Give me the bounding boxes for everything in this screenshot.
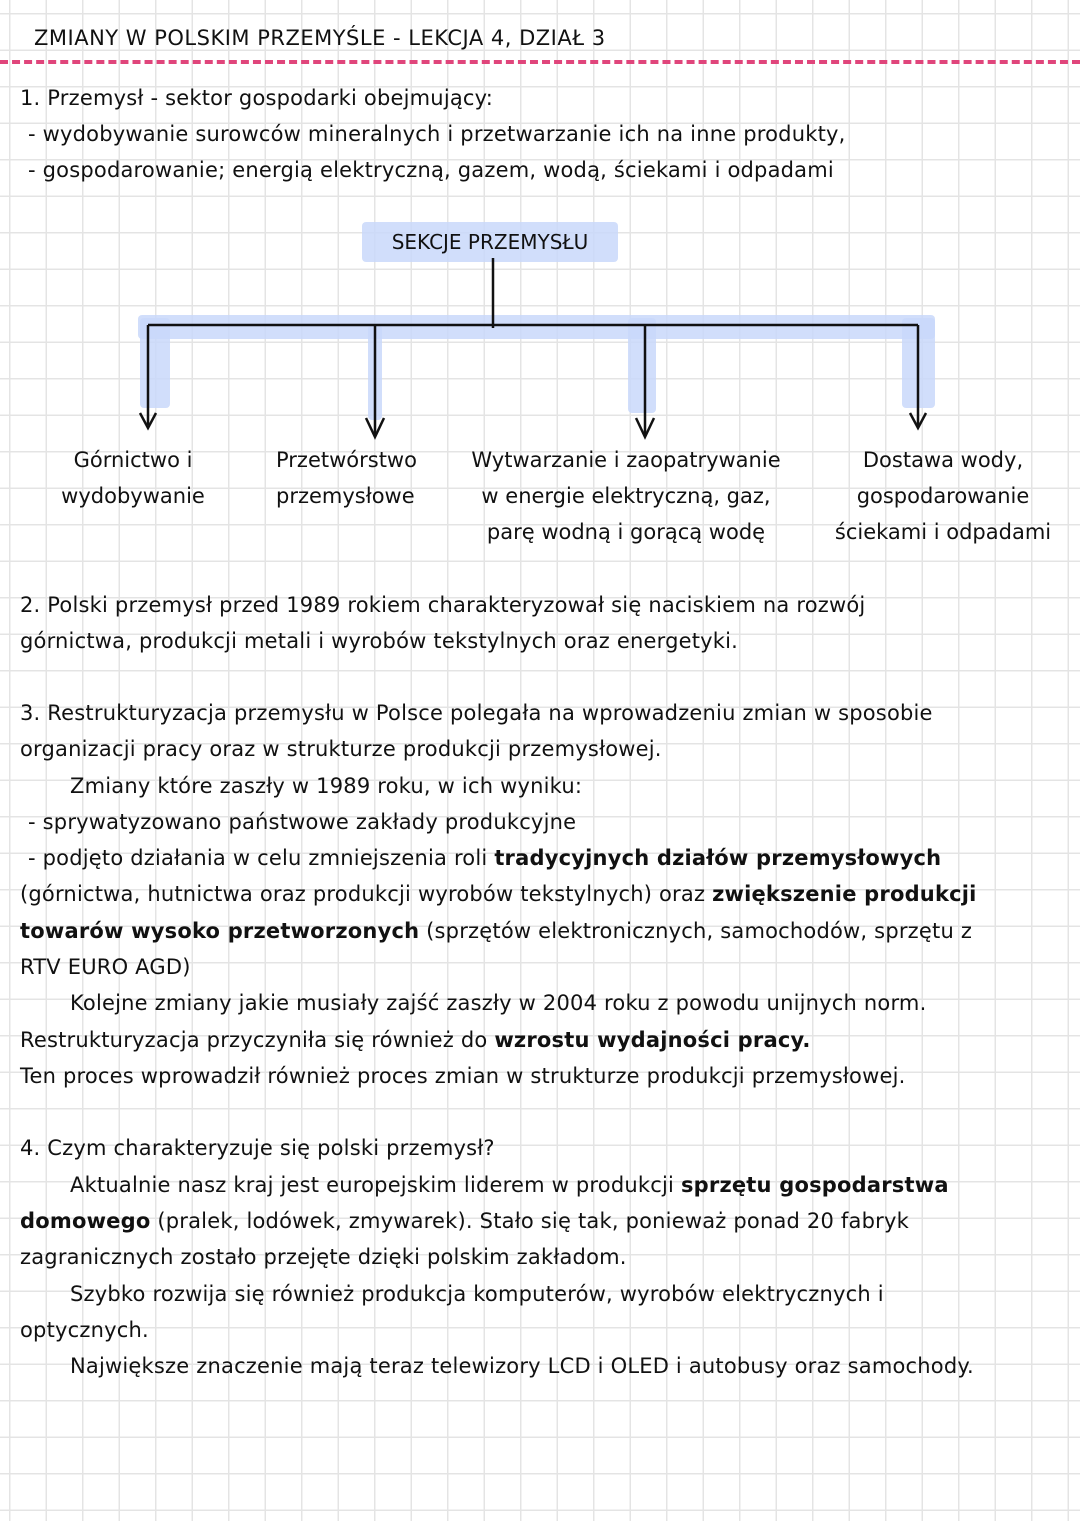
text-segment: Szybko rozwija się również produkcja komputerów, wyrobów elektrycznych i bbox=[70, 1282, 884, 1306]
label-line: gospodarowanie bbox=[856, 484, 1030, 508]
text-line bbox=[70, 1276, 884, 1312]
text-segment: RTV EURO AGD) bbox=[20, 955, 191, 979]
text-segment: Kolejne zmiany jakie musiały zajść zaszły w 2004 roku z powodu unijnych norm. bbox=[70, 991, 927, 1015]
text-line bbox=[20, 876, 977, 912]
text-segment: - gospodarowanie; energią elektryczną, gazem, wodą, ściekami i odpadami bbox=[28, 158, 834, 182]
bold-text: tradycyjnych działów przemysłowych bbox=[494, 846, 942, 870]
text-segment: - wydobywanie surowców mineralnych i przetwarzanie ich na inne produkty, bbox=[28, 122, 846, 146]
label-line: Wytwarzanie i zaopatrywanie bbox=[471, 448, 781, 472]
text-segment: Ten proces wprowadził również proces zmian w strukturze produkcji przemysłowej. bbox=[20, 1064, 906, 1088]
text-line bbox=[20, 731, 662, 767]
label-line: Przetwórstwo bbox=[276, 448, 417, 472]
text-line bbox=[20, 587, 865, 623]
text-line bbox=[20, 1203, 909, 1239]
bold-text: domowego bbox=[20, 1209, 151, 1233]
branch-label-processing bbox=[276, 442, 440, 514]
text-line bbox=[20, 80, 493, 116]
label-line: przemysłowe bbox=[276, 484, 415, 508]
label-line: Dostawa wody, bbox=[862, 448, 1024, 472]
label-line: ściekami i odpadami bbox=[834, 520, 1052, 544]
text-segment: organizacji pracy oraz w strukturze produkcji przemysłowej. bbox=[20, 737, 662, 761]
diagram-title: SEKCJE PRZEMYSŁU bbox=[391, 230, 589, 254]
text-segment: - sprywatyzowano państwowe zakłady produkcyjne bbox=[28, 810, 577, 834]
branch-label-water bbox=[814, 442, 1072, 550]
text-line bbox=[70, 1167, 949, 1203]
page-title: ZMIANY W POLSKIM PRZEMYŚLE - LEKCJA 4, DZIAŁ 3 bbox=[34, 26, 606, 50]
text-segment: - podjęto działania w celu zmniejszenia roli bbox=[28, 846, 495, 870]
text-segment: zagranicznych zostało przejęte dzięki polskim zakładom. bbox=[20, 1245, 627, 1269]
text-segment: Aktualnie nasz kraj jest europejskim liderem w produkcji bbox=[70, 1173, 681, 1197]
text-line bbox=[70, 985, 926, 1021]
text-line bbox=[20, 1130, 495, 1166]
text-line bbox=[20, 1022, 811, 1058]
text-segment: (pralek, lodówek, zmywarek). Stało się tak, ponieważ ponad 20 fabryk bbox=[150, 1209, 909, 1233]
text-line bbox=[20, 913, 972, 949]
arrow-down-icon bbox=[910, 325, 926, 428]
text-line bbox=[20, 1058, 905, 1094]
label-line: wydobywanie bbox=[61, 484, 205, 508]
text-line bbox=[20, 623, 738, 659]
branch-label-energy bbox=[446, 442, 806, 550]
text-segment: (sprzętów elektronicznych, samochodów, sprzętu z bbox=[419, 919, 973, 943]
text-segment: Restrukturyzacja przyczyniła się również do bbox=[20, 1028, 495, 1052]
bold-text: wzrostu wydajności pracy. bbox=[494, 1028, 811, 1052]
arrow-down-icon bbox=[366, 325, 384, 437]
text-segment: optycznych. bbox=[20, 1318, 149, 1342]
text-line bbox=[20, 949, 191, 985]
branch-label-mining bbox=[30, 442, 236, 514]
bold-text: towarów wysoko przetworzonych bbox=[20, 919, 420, 943]
text-line bbox=[28, 804, 576, 840]
text-line bbox=[20, 695, 933, 731]
text-line bbox=[28, 116, 846, 152]
text-segment: 1. Przemysł - sektor gospodarki obejmujący: bbox=[20, 86, 494, 110]
text-line bbox=[28, 840, 941, 876]
text-line bbox=[70, 768, 582, 804]
label-line: w energie elektryczną, gaz, bbox=[481, 484, 771, 508]
text-segment: 2. Polski przemysł przed 1989 rokiem charakteryzował się naciskiem na rozwój bbox=[20, 593, 866, 617]
bold-text: sprzętu gospodarstwa bbox=[680, 1173, 949, 1197]
arrow-down-icon bbox=[140, 325, 156, 428]
text-segment: Zmiany które zaszły w 1989 roku, w ich wyniku: bbox=[70, 774, 583, 798]
text-segment: 4. Czym charakteryzuje się polski przemysł? bbox=[20, 1136, 495, 1160]
text-segment: górnictwa, produkcji metali i wyrobów tekstylnych oraz energetyki. bbox=[20, 629, 739, 653]
text-segment: Największe znaczenie mają teraz telewizory LCD i OLED i autobusy oraz samochody. bbox=[70, 1354, 974, 1378]
text-line bbox=[28, 152, 834, 188]
text-line bbox=[70, 1348, 974, 1384]
text-line bbox=[20, 1239, 627, 1275]
label-line: Górnictwo i bbox=[73, 448, 193, 472]
text-line bbox=[20, 1312, 149, 1348]
bold-text: zwiększenie produkcji bbox=[712, 882, 977, 906]
label-line: parę wodną i gorącą wodę bbox=[486, 520, 766, 544]
text-segment: 3. Restrukturyzacja przemysłu w Polsce polegała na wprowadzeniu zmian w sposobie bbox=[20, 701, 933, 725]
arrow-down-icon bbox=[636, 325, 654, 437]
text-segment: (górnictwa, hutnictwa oraz produkcji wyrobów tekstylnych) oraz bbox=[20, 882, 713, 906]
